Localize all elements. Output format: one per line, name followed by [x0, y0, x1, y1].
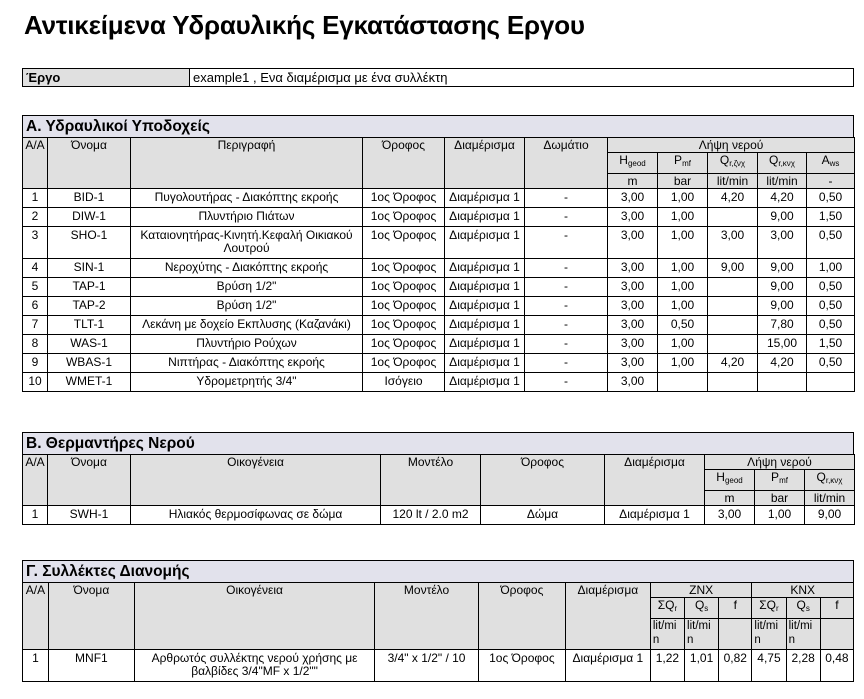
unit-0: m: [608, 174, 658, 189]
header-family: Οικογένεια: [134, 583, 374, 650]
row-aws: 0,50: [807, 278, 855, 297]
row-q-zeta: [708, 373, 758, 392]
row-apartment: Διαμέρισμα 1: [565, 650, 650, 682]
row-q-kappa: 9,00: [758, 278, 807, 297]
row-apartment: Διαμέρισμα 1: [445, 189, 525, 208]
row-q-kappa: 9,00: [758, 208, 807, 227]
section-receivers-title: Α. Υδραυλικοί Υποδοχείς: [22, 115, 854, 137]
section-receivers: [22, 115, 854, 392]
row-aws: 0,50: [807, 189, 855, 208]
header-znx: ZNX: [650, 583, 752, 598]
header-floor: Όροφος: [481, 455, 605, 506]
row-description: Βρύση 1/2": [131, 278, 363, 297]
row-zq: 1,22: [650, 650, 684, 682]
header-apt: Διαμέρισμα: [445, 138, 525, 189]
row-q-kappa: 9,00: [758, 259, 807, 278]
row-room: -: [525, 335, 608, 354]
row-apartment: Διαμέρισμα 1: [605, 506, 705, 525]
subheader-0-symbol: H: [716, 470, 725, 484]
header-apt: Διαμέρισμα: [565, 583, 650, 650]
row-pmf: 1,00: [658, 354, 708, 373]
header-room: Δωμάτιο: [525, 138, 608, 189]
row-q-zeta: [708, 208, 758, 227]
subheader-2-symbol: f: [733, 598, 737, 612]
receivers-table: [22, 137, 855, 392]
unit-2: lit/min: [708, 174, 758, 189]
subheader-3: [758, 153, 807, 174]
manifolds-table-body: [23, 650, 854, 682]
row-apartment: Διαμέρισμα 1: [445, 335, 525, 354]
row-description: Υδρομετρητής 3/4": [131, 373, 363, 392]
header-knx: KNX: [752, 583, 854, 598]
subheader-1-subscript: s: [704, 604, 709, 613]
table-row: [23, 278, 855, 297]
row-zqs: 1,01: [685, 650, 719, 682]
row-pmf: 1,00: [658, 278, 708, 297]
header-apt: Διαμέρισμα: [605, 455, 705, 506]
row-room: -: [525, 354, 608, 373]
subheader-3-symbol: Q: [769, 153, 779, 167]
row-pmf: [658, 373, 708, 392]
row-floor: 1ος Όροφος: [363, 335, 445, 354]
table-row: [23, 316, 855, 335]
row-aws: 0,50: [807, 227, 855, 259]
row-number: 10: [23, 373, 48, 392]
table-row: [23, 506, 855, 525]
row-room: -: [525, 297, 608, 316]
unit-3: lit/min: [752, 619, 786, 650]
row-apartment: Διαμέρισμα 1: [445, 208, 525, 227]
row-room: -: [525, 189, 608, 208]
subheader-0-subscript: geod: [724, 476, 743, 485]
row-hgeod: 3,00: [608, 354, 658, 373]
subheader-2-subscript: r,κνχ: [825, 476, 843, 485]
table-row: [23, 354, 855, 373]
subheader-1: [755, 470, 805, 491]
row-hgeod: 3,00: [608, 208, 658, 227]
row-name: WBAS-1: [48, 354, 131, 373]
row-name: WMET-1: [48, 373, 131, 392]
manifolds-table: [22, 582, 854, 682]
row-hgeod: 3,00: [608, 189, 658, 208]
heaters-table-body: [23, 506, 855, 525]
row-kq: 4,75: [752, 650, 786, 682]
unit-0: lit/min: [650, 619, 684, 650]
row-pmf: 1,00: [658, 189, 708, 208]
unit-4: -: [807, 174, 855, 189]
row-aws: 0,50: [807, 354, 855, 373]
row-pmf: 0,50: [658, 316, 708, 335]
table-row: [23, 259, 855, 278]
subheader-5-symbol: f: [835, 598, 839, 612]
unit-2: [719, 619, 752, 650]
page-title: Αντικείμενα Υδραυλικής Εγκατάστασης Εργου: [24, 10, 585, 40]
row-hgeod: 3,00: [608, 335, 658, 354]
row-q-kappa: 9,00: [758, 297, 807, 316]
project-value: example1 , Ενα διαμέρισμα με ένα συλλέκτη: [190, 69, 854, 87]
subheader-0-subscript: geod: [627, 159, 646, 168]
subheader-3-subscript: r,κνχ: [778, 159, 795, 168]
unit-3: lit/min: [758, 174, 807, 189]
row-apartment: Διαμέρισμα 1: [445, 297, 525, 316]
header-name: Όνομα: [48, 138, 131, 189]
header-floor: Όροφος: [478, 583, 565, 650]
table-row: [23, 373, 855, 392]
row-number: 9: [23, 354, 48, 373]
row-apartment: Διαμέρισμα 1: [445, 259, 525, 278]
row-hgeod: 3,00: [608, 278, 658, 297]
row-name: WAS-1: [48, 335, 131, 354]
row-pmf: 1,00: [658, 335, 708, 354]
row-floor: Ισόγειο: [363, 373, 445, 392]
row-description: Καταιονητήρας-Κινητή.Κεφαλή Οικιακού Λουτρού: [131, 227, 363, 259]
row-room: -: [525, 373, 608, 392]
row-hgeod: 3,00: [705, 506, 755, 525]
subheader-0-symbol: ΣQ: [657, 598, 675, 612]
subheader-1-symbol: Q: [694, 598, 705, 612]
row-q-zeta: [708, 316, 758, 335]
row-room: -: [525, 316, 608, 335]
row-description: Νεροχύτης - Διακόπτης εκροής: [131, 259, 363, 278]
row-pmf: 1,00: [755, 506, 805, 525]
subheader-1: [658, 153, 708, 174]
row-q-kappa: 4,20: [758, 354, 807, 373]
row-q-zeta: 4,20: [708, 354, 758, 373]
row-family: Αρθρωτός συλλέκτης νερού χρήσης με βαλβίδες 3/4"MF x 1/2"": [134, 650, 374, 682]
row-floor: 1ος Όροφος: [363, 259, 445, 278]
header-aa: Α/Α: [23, 455, 48, 506]
subheader-1-symbol: P: [771, 470, 780, 484]
row-q-kappa: 3,00: [758, 227, 807, 259]
subheader-0-symbol: H: [619, 153, 628, 167]
table-row: [23, 335, 855, 354]
row-floor: 1ος Όροφος: [363, 278, 445, 297]
subheader-1-subscript: mf: [682, 159, 691, 168]
header-name: Όνομα: [48, 583, 134, 650]
subheader-2-subscript: r,ζνχ: [729, 159, 746, 168]
row-number: 1: [23, 650, 49, 682]
section-manifolds-title: Γ. Συλλέκτες Διανομής: [22, 560, 854, 582]
row-zf: 0,82: [719, 650, 752, 682]
row-description: Πυγολουτήρας - Διακόπτης εκροής: [131, 189, 363, 208]
row-number: 1: [23, 189, 48, 208]
row-aws: 0,50: [807, 297, 855, 316]
row-room: -: [525, 278, 608, 297]
row-name: MNF1: [48, 650, 134, 682]
row-description: Νιπτήρας - Διακόπτης εκροής: [131, 354, 363, 373]
subheader-2: [719, 598, 752, 619]
row-name: SIN-1: [48, 259, 131, 278]
row-hgeod: 3,00: [608, 316, 658, 335]
row-model: 3/4" x 1/2" / 10: [375, 650, 479, 682]
row-floor: Δώμα: [481, 506, 605, 525]
subheader-4-symbol: A: [821, 153, 830, 167]
row-floor: 1ος Όροφος: [363, 354, 445, 373]
subheader-1-subscript: mf: [779, 476, 788, 485]
row-name: DIW-1: [48, 208, 131, 227]
row-q-kappa: [758, 373, 807, 392]
header-intake: Λήψη νερού: [608, 138, 855, 153]
row-hgeod: 3,00: [608, 259, 658, 278]
table-row: [23, 297, 855, 316]
subheader-4: [807, 153, 855, 174]
row-apartment: Διαμέρισμα 1: [445, 227, 525, 259]
subheader-0: [650, 598, 684, 619]
row-pmf: 1,00: [658, 227, 708, 259]
row-q-zeta: 4,20: [708, 189, 758, 208]
unit-0: m: [705, 491, 755, 506]
row-number: 1: [23, 506, 48, 525]
row-description: Πλυντήριο Ρούχων: [131, 335, 363, 354]
unit-1: lit/min: [685, 619, 719, 650]
row-floor: 1ος Όροφος: [478, 650, 565, 682]
row-q-kappa: 7,80: [758, 316, 807, 335]
header-desc: Περιγραφή: [131, 138, 363, 189]
row-q-zeta: [708, 335, 758, 354]
project-label: Έργο: [23, 69, 190, 87]
row-q-kappa: 4,20: [758, 189, 807, 208]
row-name: TAP-2: [48, 297, 131, 316]
row-apartment: Διαμέρισμα 1: [445, 316, 525, 335]
unit-1: bar: [755, 491, 805, 506]
heaters-table: [22, 454, 855, 525]
row-name: SHO-1: [48, 227, 131, 259]
unit-4: lit/min: [786, 619, 820, 650]
row-hgeod: 3,00: [608, 373, 658, 392]
project-table: [22, 68, 854, 87]
row-name: TLT-1: [48, 316, 131, 335]
header-family: Οικογένεια: [131, 455, 381, 506]
row-number: 3: [23, 227, 48, 259]
row-aws: 1,00: [807, 259, 855, 278]
row-floor: 1ος Όροφος: [363, 227, 445, 259]
row-name: TAP-1: [48, 278, 131, 297]
subheader-4: [786, 598, 820, 619]
row-description: Πλυντήριο Πιάτων: [131, 208, 363, 227]
row-q-kappa: 15,00: [758, 335, 807, 354]
row-room: -: [525, 208, 608, 227]
unit-5: [820, 619, 853, 650]
subheader-5: [820, 598, 853, 619]
row-kf: 0,48: [820, 650, 853, 682]
row-q-zeta: [708, 278, 758, 297]
row-kqs: 2,28: [786, 650, 820, 682]
table-row: [23, 208, 855, 227]
header-name: Όνομα: [48, 455, 131, 506]
row-description: Βρύση 1/2": [131, 297, 363, 316]
row-model: 120 lt / 2.0 m2: [381, 506, 481, 525]
subheader-0: [705, 470, 755, 491]
section-manifolds: [22, 560, 854, 682]
row-q-zeta: 9,00: [708, 259, 758, 278]
row-number: 7: [23, 316, 48, 335]
subheader-3-subscript: r: [776, 604, 779, 613]
row-aws: [807, 373, 855, 392]
subheader-4-symbol: Q: [796, 598, 806, 612]
header-aa: Α/Α: [23, 583, 49, 650]
row-pmf: 1,00: [658, 259, 708, 278]
subheader-0-subscript: r: [674, 604, 678, 613]
subheader-2: [708, 153, 758, 174]
header-intake: Λήψη νερού: [705, 455, 855, 470]
unit-2: lit/min: [805, 491, 855, 506]
row-number: 5: [23, 278, 48, 297]
table-row: [23, 227, 855, 259]
subheader-2: [805, 470, 855, 491]
row-room: -: [525, 227, 608, 259]
row-number: 2: [23, 208, 48, 227]
row-floor: 1ος Όροφος: [363, 316, 445, 335]
subheader-3-symbol: ΣQ: [759, 598, 777, 612]
subheader-1: [685, 598, 719, 619]
row-q-kappa: 9,00: [805, 506, 855, 525]
row-name: BID-1: [48, 189, 131, 208]
header-model: Μοντέλο: [381, 455, 481, 506]
subheader-0: [608, 153, 658, 174]
row-aws: 0,50: [807, 316, 855, 335]
row-floor: 1ος Όροφος: [363, 208, 445, 227]
row-apartment: Διαμέρισμα 1: [445, 278, 525, 297]
row-hgeod: 3,00: [608, 227, 658, 259]
row-number: 4: [23, 259, 48, 278]
section-heaters: [22, 432, 854, 525]
receivers-table-body: [23, 189, 855, 392]
table-row: [23, 189, 855, 208]
section-heaters-title: Β. Θερμαντήρες Νερού: [22, 432, 854, 454]
row-apartment: Διαμέρισμα 1: [445, 373, 525, 392]
row-number: 8: [23, 335, 48, 354]
subheader-2-symbol: Q: [719, 153, 730, 167]
subheader-2-symbol: Q: [816, 470, 826, 484]
subheader-4-subscript: s: [805, 604, 810, 613]
subheader-4-subscript: ws: [829, 159, 840, 168]
table-row: [23, 650, 854, 682]
row-pmf: 1,00: [658, 208, 708, 227]
unit-1: bar: [658, 174, 708, 189]
row-room: -: [525, 259, 608, 278]
row-q-zeta: 3,00: [708, 227, 758, 259]
row-number: 6: [23, 297, 48, 316]
row-name: SWH-1: [48, 506, 131, 525]
row-floor: 1ος Όροφος: [363, 297, 445, 316]
row-aws: 1,50: [807, 208, 855, 227]
header-floor: Όροφος: [363, 138, 445, 189]
subheader-1-symbol: P: [674, 153, 683, 167]
row-floor: 1ος Όροφος: [363, 189, 445, 208]
row-aws: 1,50: [807, 335, 855, 354]
header-aa: Α/Α: [23, 138, 48, 189]
row-description: Λεκάνη με δοχείο Εκπλυσης (Καζανάκι): [131, 316, 363, 335]
header-model: Μοντέλο: [375, 583, 479, 650]
row-hgeod: 3,00: [608, 297, 658, 316]
subheader-3: [752, 598, 786, 619]
row-apartment: Διαμέρισμα 1: [445, 354, 525, 373]
row-pmf: 1,00: [658, 297, 708, 316]
row-family: Ηλιακός θερμοσίφωνας σε δώμα: [131, 506, 381, 525]
row-q-zeta: [708, 297, 758, 316]
